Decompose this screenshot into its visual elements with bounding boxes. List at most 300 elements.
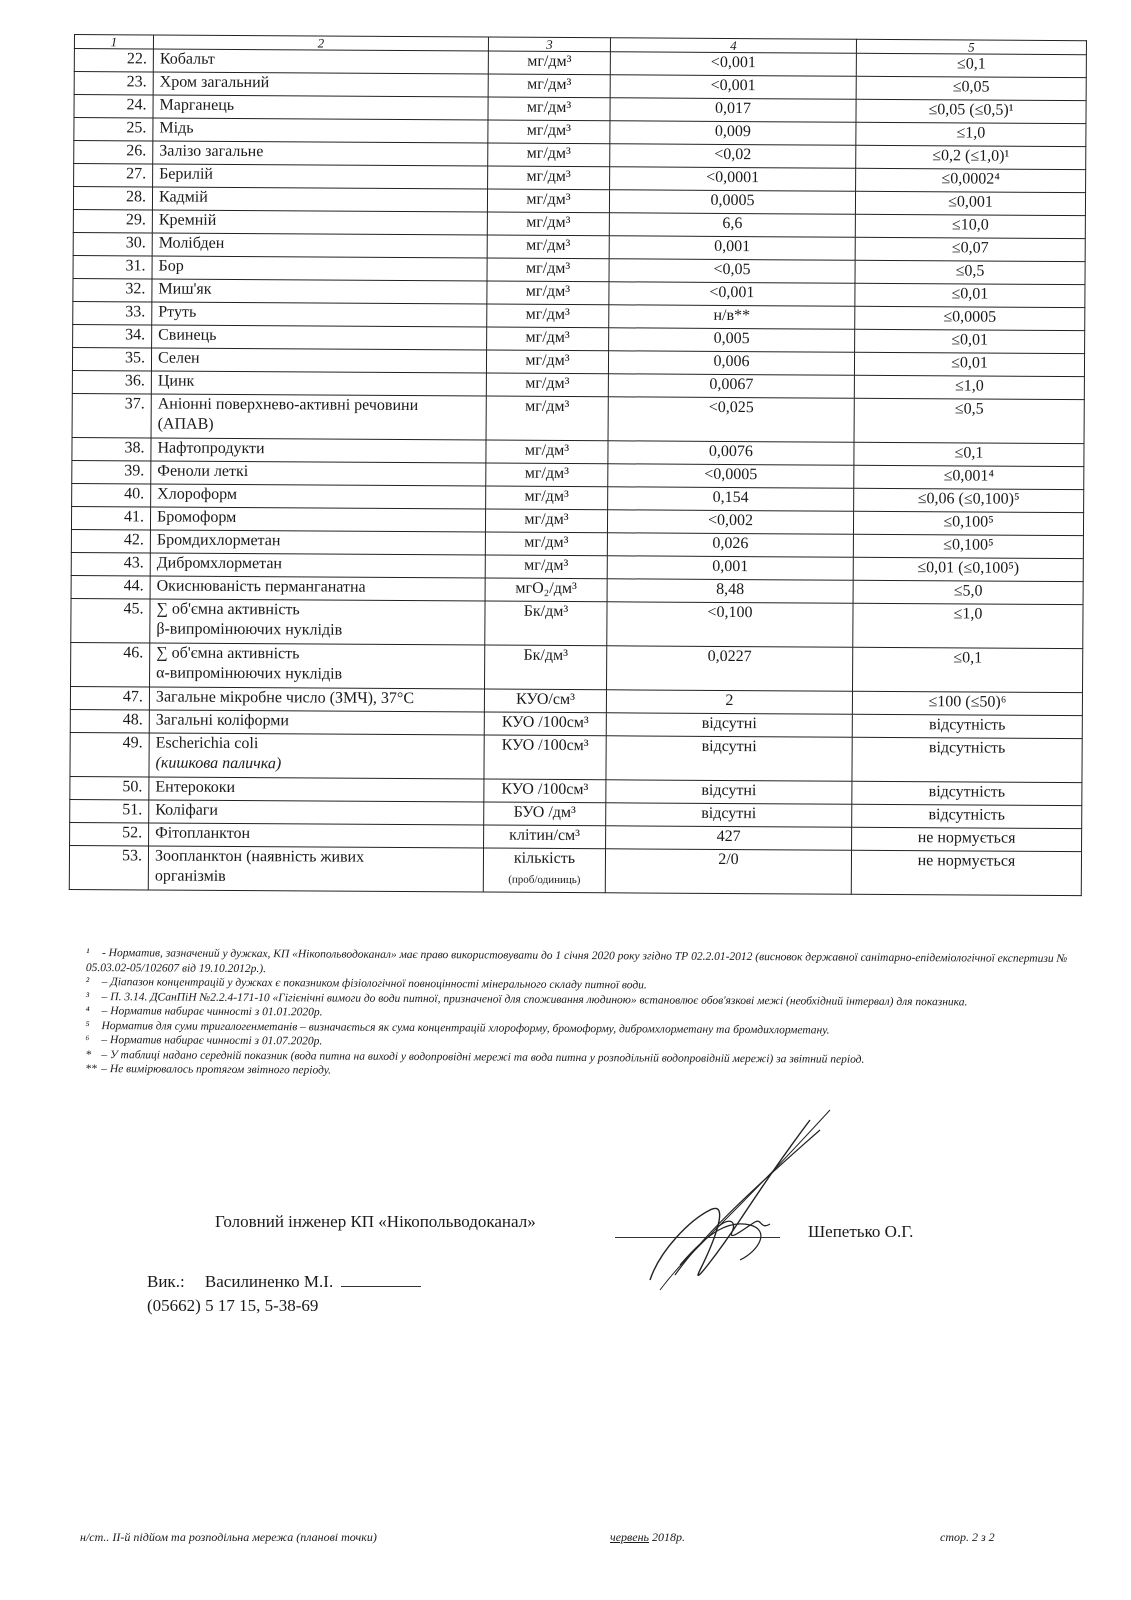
norm-value-text: ≤0,01 (≤0,100⁵) <box>917 559 1020 577</box>
measured-value-text: <0,002 <box>707 511 754 530</box>
norm-value <box>853 511 1083 535</box>
measured-value <box>607 646 853 692</box>
norm-value-text: ≤0,05 (≤0,5)¹ <box>928 101 1014 119</box>
row-number-text: 38. <box>124 439 145 457</box>
unit-cell-text: мг/дм³ <box>525 374 570 393</box>
footnote-text: – Діапазон концентрацій у дужках є показником фізіологічної повноцінності мінерального складу питної води. <box>101 976 647 992</box>
row-number-text: 40. <box>124 485 145 503</box>
norm-value <box>852 714 1082 738</box>
row-number-text: 30. <box>125 234 146 252</box>
norm-value <box>855 237 1085 261</box>
unit-cell <box>483 848 605 893</box>
norm-value-text: ≤0,5 <box>954 400 984 418</box>
row-number <box>74 164 153 187</box>
row-number <box>73 301 152 324</box>
unit-cell-text: мг/дм³ <box>526 121 572 140</box>
row-number <box>70 822 149 845</box>
norm-value <box>856 53 1086 77</box>
unit-cell-text: мг/дм³ <box>524 556 569 575</box>
norm-value <box>852 781 1082 805</box>
indicator-name-text: Феноли леткі <box>157 462 249 481</box>
unit-cell-text: мг/дм³ <box>527 52 572 71</box>
unit-cell-text: мг/дм³ <box>524 510 569 529</box>
norm-value <box>852 647 1082 692</box>
norm-value <box>854 352 1084 376</box>
measured-value <box>605 849 851 895</box>
norm-value <box>856 76 1086 100</box>
measured-value <box>608 441 854 466</box>
indicator-name-text: Загальне мікробне число (ЗМЧ), 37°С <box>155 688 415 708</box>
indicator-name <box>151 461 486 486</box>
indicator-name <box>149 823 484 848</box>
indicator-name <box>151 438 486 463</box>
executor-label: Вик.: <box>147 1272 185 1291</box>
unit-cell <box>487 304 609 328</box>
row-number-text: 27. <box>126 165 147 183</box>
indicator-name <box>150 553 485 578</box>
norm-value-text: ≤0,1 <box>956 55 986 73</box>
footnote-text: - Норматив, зазначений у дужках, КП «Нікопольводоканал» має право використовувати до 1 січня 2020 року згідно ТР 02.2.01-2012 (висновок державної санітарно-епідеміологічної експертизи № 05.03.02-05/102607 від 19.10.2012р.). <box>85 947 1068 975</box>
footnote-text: – У таблиці надано середній показник (вода питна на виході у водопровідні мережі та вода питна у розподільній водопровідній мережі) за звітний період. <box>101 1048 865 1066</box>
footnote-text: – Норматив набирає чинності з 01.01.2020р. <box>101 1005 323 1019</box>
row-number <box>70 686 149 709</box>
indicator-name-text: Загальні коліформи <box>155 711 290 730</box>
footnote-mark: ² <box>85 975 90 989</box>
measured-value-text: 0,001 <box>714 237 751 256</box>
row-number-text: 26. <box>126 142 147 160</box>
unit-cell <box>484 735 606 780</box>
measured-value <box>607 510 853 535</box>
unit-cell-text: кількість <box>513 849 576 868</box>
unit-cell-text: мг/дм³ <box>526 213 571 232</box>
row-number <box>70 709 149 732</box>
norm-value <box>854 465 1084 489</box>
norm-value-text: ≤0,06 (≤0,100)⁵ <box>917 490 1020 508</box>
row-number-text: 47. <box>122 688 144 706</box>
row-number <box>72 460 151 483</box>
row-number <box>71 506 150 529</box>
indicator-name-text: Молібден <box>158 234 225 252</box>
norm-value <box>852 737 1082 782</box>
measured-value <box>608 464 854 489</box>
executor-underline <box>341 1272 421 1287</box>
norm-value-text: ≤100 (≤50)⁶ <box>928 693 1007 711</box>
measured-value <box>610 121 856 146</box>
row-number <box>71 598 150 642</box>
indicator-name <box>152 187 487 212</box>
indicator-name <box>149 777 484 802</box>
unit-cell <box>487 327 609 351</box>
norm-value-text: ≤0,07 <box>951 239 989 257</box>
unit-cell-text: мг/дм³ <box>525 328 570 347</box>
indicator-name-text: ∑ об'ємна активність <box>156 600 300 619</box>
footnote-text: – Не вимірювалось протягом звітного періоду. <box>101 1063 332 1077</box>
measured-value-text: 0,026 <box>712 534 749 553</box>
row-number-text: 24. <box>126 96 147 114</box>
unit-cell-text: Бк/дм³ <box>523 602 569 621</box>
measured-value-text: відсутні <box>701 781 757 800</box>
indicator-name-text: Хром загальний <box>159 73 270 92</box>
row-number-text: 22. <box>126 50 147 68</box>
unit-cell <box>487 235 609 259</box>
unit-cell <box>486 440 608 464</box>
indicator-name <box>153 49 488 74</box>
indicator-name-text: Коліфаги <box>155 801 218 819</box>
unit-cell-text: мг/дм³ <box>526 144 571 163</box>
indicator-name-second-line: β-випромінюючих нуклідів <box>156 620 343 639</box>
unit-cell <box>488 143 610 167</box>
measured-value-text: <0,025 <box>708 398 754 417</box>
header-cell: 4 <box>610 38 856 54</box>
norm-value <box>852 804 1082 828</box>
row-number-text: 34. <box>125 326 146 344</box>
measured-value <box>607 533 853 558</box>
measured-value-text: 0,0076 <box>708 442 754 461</box>
indicator-name-second-line: організмів <box>154 867 226 885</box>
unit-cell <box>486 486 608 510</box>
unit-cell <box>487 189 609 213</box>
norm-value-text: ≤0,1 <box>953 649 983 667</box>
indicator-name <box>153 141 488 166</box>
indicator-name <box>152 279 487 304</box>
signer-name: Шепетько О.Г. <box>808 1222 914 1241</box>
row-number-text: 42. <box>123 531 144 549</box>
indicator-name-text: Фітопланктон <box>155 824 251 843</box>
measured-value-text: 0,009 <box>714 122 751 141</box>
measured-value <box>606 713 852 738</box>
measured-value <box>606 690 852 715</box>
measured-value <box>610 167 856 192</box>
signatory-role: Головний інженер КП «Нікопольводоканал» <box>215 1212 536 1231</box>
indicator-name-text: Марганець <box>159 96 235 114</box>
indicator-name <box>150 530 485 555</box>
row-number <box>71 575 150 598</box>
norm-value-text: відсутність <box>928 783 1006 801</box>
norm-value-text: ≤10,0 <box>951 216 989 234</box>
unit-cell-text: мг/дм³ <box>525 259 571 278</box>
indicator-name <box>153 164 488 189</box>
norm-value-text: ≤5,0 <box>953 582 983 600</box>
footnote-mark: ** <box>85 1062 97 1076</box>
unit-cell <box>485 509 607 533</box>
indicator-name <box>150 507 485 532</box>
norm-value-text: ≤0,01 <box>951 285 989 303</box>
unit-cell <box>485 601 607 646</box>
unit-cell <box>484 825 606 849</box>
footer-page-number: стор. 2 з 2 <box>940 1530 995 1544</box>
unit-cell-text: КУО /100см³ <box>501 713 589 732</box>
norm-value <box>854 488 1084 512</box>
norm-value <box>853 603 1083 648</box>
measured-value-text: <0,100 <box>707 603 753 622</box>
measured-value-text: відсутні <box>701 737 757 756</box>
indicator-name-text: Кремній <box>158 211 217 229</box>
table-row <box>71 642 1083 692</box>
indicator-name-text: Берилій <box>159 165 214 183</box>
norm-value <box>851 850 1081 895</box>
norm-value <box>854 442 1084 466</box>
indicator-name <box>152 210 487 235</box>
row-number-text: 44. <box>123 577 144 595</box>
indicator-name-text: Миш'як <box>158 280 212 298</box>
table-row <box>69 845 1081 895</box>
unit-cell <box>488 74 610 98</box>
indicator-name <box>151 484 486 509</box>
unit-cell <box>485 645 607 690</box>
measured-value <box>609 236 855 261</box>
indicator-name-text: Нафтопродукти <box>157 439 265 458</box>
row-number <box>72 347 151 370</box>
indicator-name <box>152 233 487 258</box>
table-row <box>72 393 1084 443</box>
indicator-name-text: Бромоформ <box>156 508 237 527</box>
row-number-text: 29. <box>125 211 146 229</box>
executor-line <box>147 1272 421 1292</box>
measured-value-text: 0,0005 <box>710 191 755 210</box>
measured-value-text: відсутні <box>701 714 757 733</box>
measured-value-text: <0,0001 <box>706 168 760 187</box>
unit-cell-text: мг/дм³ <box>525 351 570 370</box>
row-number-text: 49. <box>122 734 143 752</box>
row-number-text: 39. <box>124 462 145 480</box>
row-number-text: 25. <box>126 119 147 137</box>
table-row <box>70 732 1082 782</box>
unit-cell-text: Бк/дм³ <box>523 646 568 665</box>
header-cell: 3 <box>488 37 610 52</box>
indicator-name <box>153 72 488 97</box>
measured-value <box>607 556 853 581</box>
row-number-text: 45. <box>123 600 144 618</box>
measured-value-text: <0,02 <box>714 145 752 164</box>
row-number <box>74 118 153 141</box>
indicator-name-text: Ртуть <box>158 303 197 321</box>
unit-cell <box>488 97 610 121</box>
measured-value-text: 0,154 <box>712 488 749 507</box>
measured-value <box>606 803 852 828</box>
norm-value <box>856 122 1086 146</box>
measured-value <box>610 144 856 169</box>
row-number-text: 46. <box>123 644 144 662</box>
unit-cell-text: мг/дм³ <box>524 441 570 460</box>
row-number-text: 36. <box>124 372 145 390</box>
norm-value-text: ≤0,01 <box>951 354 988 372</box>
unit-cell <box>485 532 607 556</box>
unit-cell <box>488 166 610 190</box>
row-number <box>74 72 153 95</box>
measured-value-text: відсутні <box>701 804 757 823</box>
row-number <box>70 776 149 799</box>
measured-value <box>609 213 855 238</box>
norm-value-text: ≤0,100⁵ <box>943 513 994 531</box>
norm-value <box>856 168 1086 192</box>
indicator-name-text: Кадмій <box>158 188 208 206</box>
norm-value-text: ≤0,05 <box>952 78 990 96</box>
measured-value-text: н/в** <box>713 306 751 325</box>
row-number-text: 53. <box>121 847 143 865</box>
row-number <box>74 95 153 118</box>
norm-value-text: не нормується <box>917 829 1016 847</box>
unit-cell-text: КУО /100см³ <box>501 736 589 755</box>
measured-value-text: <0,001 <box>709 283 755 302</box>
measured-value <box>607 602 853 648</box>
row-number <box>72 370 151 393</box>
row-number <box>73 255 152 278</box>
row-number-text: 37. <box>124 395 145 413</box>
row-number-text: 23. <box>126 73 147 91</box>
row-number-text: 48. <box>122 711 143 729</box>
measured-value <box>609 190 855 215</box>
indicator-name-text: Дибромхлорметан <box>156 554 283 573</box>
footnote-text: Норматив для суми тригалогенметанів – визначається як сума концентрацій хлороформу, бромоформу, дибромхлорметану та бромдихлорметану. <box>101 1019 830 1037</box>
footnote-mark: ⁴ <box>85 1004 90 1018</box>
indicator-name-text: Свинець <box>158 326 217 344</box>
unit-cell <box>486 463 608 487</box>
unit-cell-text: мгО₂/дм³ <box>515 579 577 598</box>
unit-cell-text: КУО/см³ <box>515 690 575 709</box>
norm-value <box>856 99 1086 123</box>
indicator-name <box>151 371 486 396</box>
indicator-name <box>150 643 485 689</box>
unit-cell <box>487 258 609 282</box>
measured-value <box>606 780 852 805</box>
indicator-name <box>150 576 485 601</box>
norm-value <box>853 557 1083 581</box>
row-number-text: 35. <box>124 349 146 367</box>
row-number <box>71 529 150 552</box>
norm-value <box>852 691 1082 715</box>
measured-value <box>609 259 855 284</box>
indicator-name <box>152 256 487 281</box>
footnote-mark: ⁵ <box>85 1019 90 1032</box>
footer-date <box>610 1530 685 1545</box>
footnote-text: – Норматив набирає чинності з 01.07.2020р. <box>101 1034 323 1048</box>
water-quality-table <box>69 34 1087 896</box>
indicator-name <box>153 95 488 120</box>
footnotes <box>85 946 1071 1083</box>
norm-value-text: ≤1,0 <box>956 124 986 142</box>
norm-value-text: ≤0,2 (≤1,0)¹ <box>932 147 1010 165</box>
measured-value <box>608 487 854 512</box>
unit-cell <box>485 555 607 579</box>
unit-cell <box>484 712 606 736</box>
row-number <box>70 799 149 822</box>
unit-cell-text: мг/дм³ <box>525 282 571 301</box>
measured-value-text: 427 <box>716 827 741 846</box>
unit-cell-second-line: (проб/одиниць) <box>508 873 581 887</box>
norm-value <box>856 145 1086 169</box>
footnote-mark: ³ <box>85 990 90 1003</box>
norm-value-text: ≤0,0005 <box>943 308 997 326</box>
footer-location: н/ст.. ІІ-й підйом та розподільна мережа (планові точки) <box>80 1530 377 1544</box>
footnote-mark: ⁶ <box>85 1033 90 1047</box>
footer-year: 2018р. <box>652 1530 685 1544</box>
indicator-name <box>149 800 484 825</box>
norm-value-text: ≤0,01 <box>951 331 989 349</box>
row-number <box>72 393 151 437</box>
indicator-name <box>152 302 487 327</box>
executor-name: Василиненко М.І. <box>204 1272 334 1291</box>
measured-value <box>606 826 852 851</box>
norm-value-text: відсутність <box>928 739 1006 757</box>
norm-value-text: ≤0,0002⁴ <box>941 170 1000 188</box>
row-number-text: 31. <box>125 257 146 275</box>
measured-value-text: <0,001 <box>710 53 756 72</box>
norm-value-text: не нормується <box>917 852 1016 870</box>
row-number <box>70 732 149 776</box>
unit-cell-text: БУО /дм³ <box>513 803 576 822</box>
handwritten-signature <box>620 1100 840 1305</box>
indicator-name <box>149 710 484 735</box>
measured-value <box>607 579 853 604</box>
norm-value <box>855 214 1085 238</box>
indicator-name <box>151 394 486 440</box>
measured-value-text: 2 <box>725 691 734 710</box>
measured-value-text: 8,48 <box>716 580 745 599</box>
measured-value-text: 6,6 <box>722 214 743 233</box>
footnote-mark: ¹ <box>85 947 90 960</box>
table-row <box>71 598 1083 648</box>
unit-cell-text: клітин/см³ <box>509 826 581 845</box>
measured-value-text: 0,0067 <box>709 375 754 394</box>
norm-value-text: ≤0,001 <box>948 193 993 211</box>
header-cell: 5 <box>856 39 1086 54</box>
measured-value-text: <0,05 <box>713 260 751 279</box>
row-number-text: 32. <box>125 280 146 298</box>
indicator-name-text: Ентерококи <box>155 778 236 796</box>
indicator-name-text: Аніонні поверхнево-активні речовини <box>157 395 419 415</box>
unit-cell-text: мг/дм³ <box>524 487 569 506</box>
indicator-name-text: Бромдихлорметан <box>156 531 281 550</box>
row-number-text: 50. <box>122 778 143 796</box>
norm-value-text: ≤0,100⁵ <box>943 536 994 554</box>
indicator-name-text: Селен <box>157 349 200 367</box>
row-number-text: 43. <box>123 554 144 572</box>
unit-cell <box>487 212 609 236</box>
indicator-name <box>151 348 486 373</box>
indicator-name-second-line: (кишкова паличка) <box>155 754 282 773</box>
unit-cell <box>484 802 606 826</box>
norm-value <box>853 580 1083 604</box>
row-number <box>73 232 152 255</box>
row-number <box>74 49 153 72</box>
unit-cell-text: мг/дм³ <box>526 236 571 255</box>
indicator-name-second-line: (АПАВ) <box>157 415 214 433</box>
norm-value <box>855 191 1085 215</box>
footer-month: червень <box>610 1530 649 1544</box>
norm-value <box>852 827 1082 851</box>
row-number-text: 51. <box>122 801 143 819</box>
indicator-name <box>153 118 488 143</box>
unit-cell <box>484 779 606 803</box>
row-number-text: 33. <box>125 303 146 321</box>
row-number-text: 52. <box>122 824 143 842</box>
measured-value <box>608 397 854 443</box>
measured-value-text: 2/0 <box>718 850 739 869</box>
row-number <box>73 278 152 301</box>
measured-value <box>606 736 852 782</box>
unit-cell-text: КУО /100см³ <box>501 780 589 799</box>
indicator-name <box>152 325 487 350</box>
indicator-name-text: ∑ об'ємна активність <box>156 644 300 663</box>
row-number <box>72 483 151 506</box>
row-number-text: 41. <box>123 508 145 526</box>
header-cell: 2 <box>153 35 488 51</box>
indicator-name <box>149 733 484 779</box>
indicator-name-text: Escherichia coli <box>155 734 259 753</box>
unit-cell-text: мг/дм³ <box>525 305 570 324</box>
measured-value-text: 0,005 <box>713 329 750 348</box>
unit-cell <box>486 350 608 374</box>
